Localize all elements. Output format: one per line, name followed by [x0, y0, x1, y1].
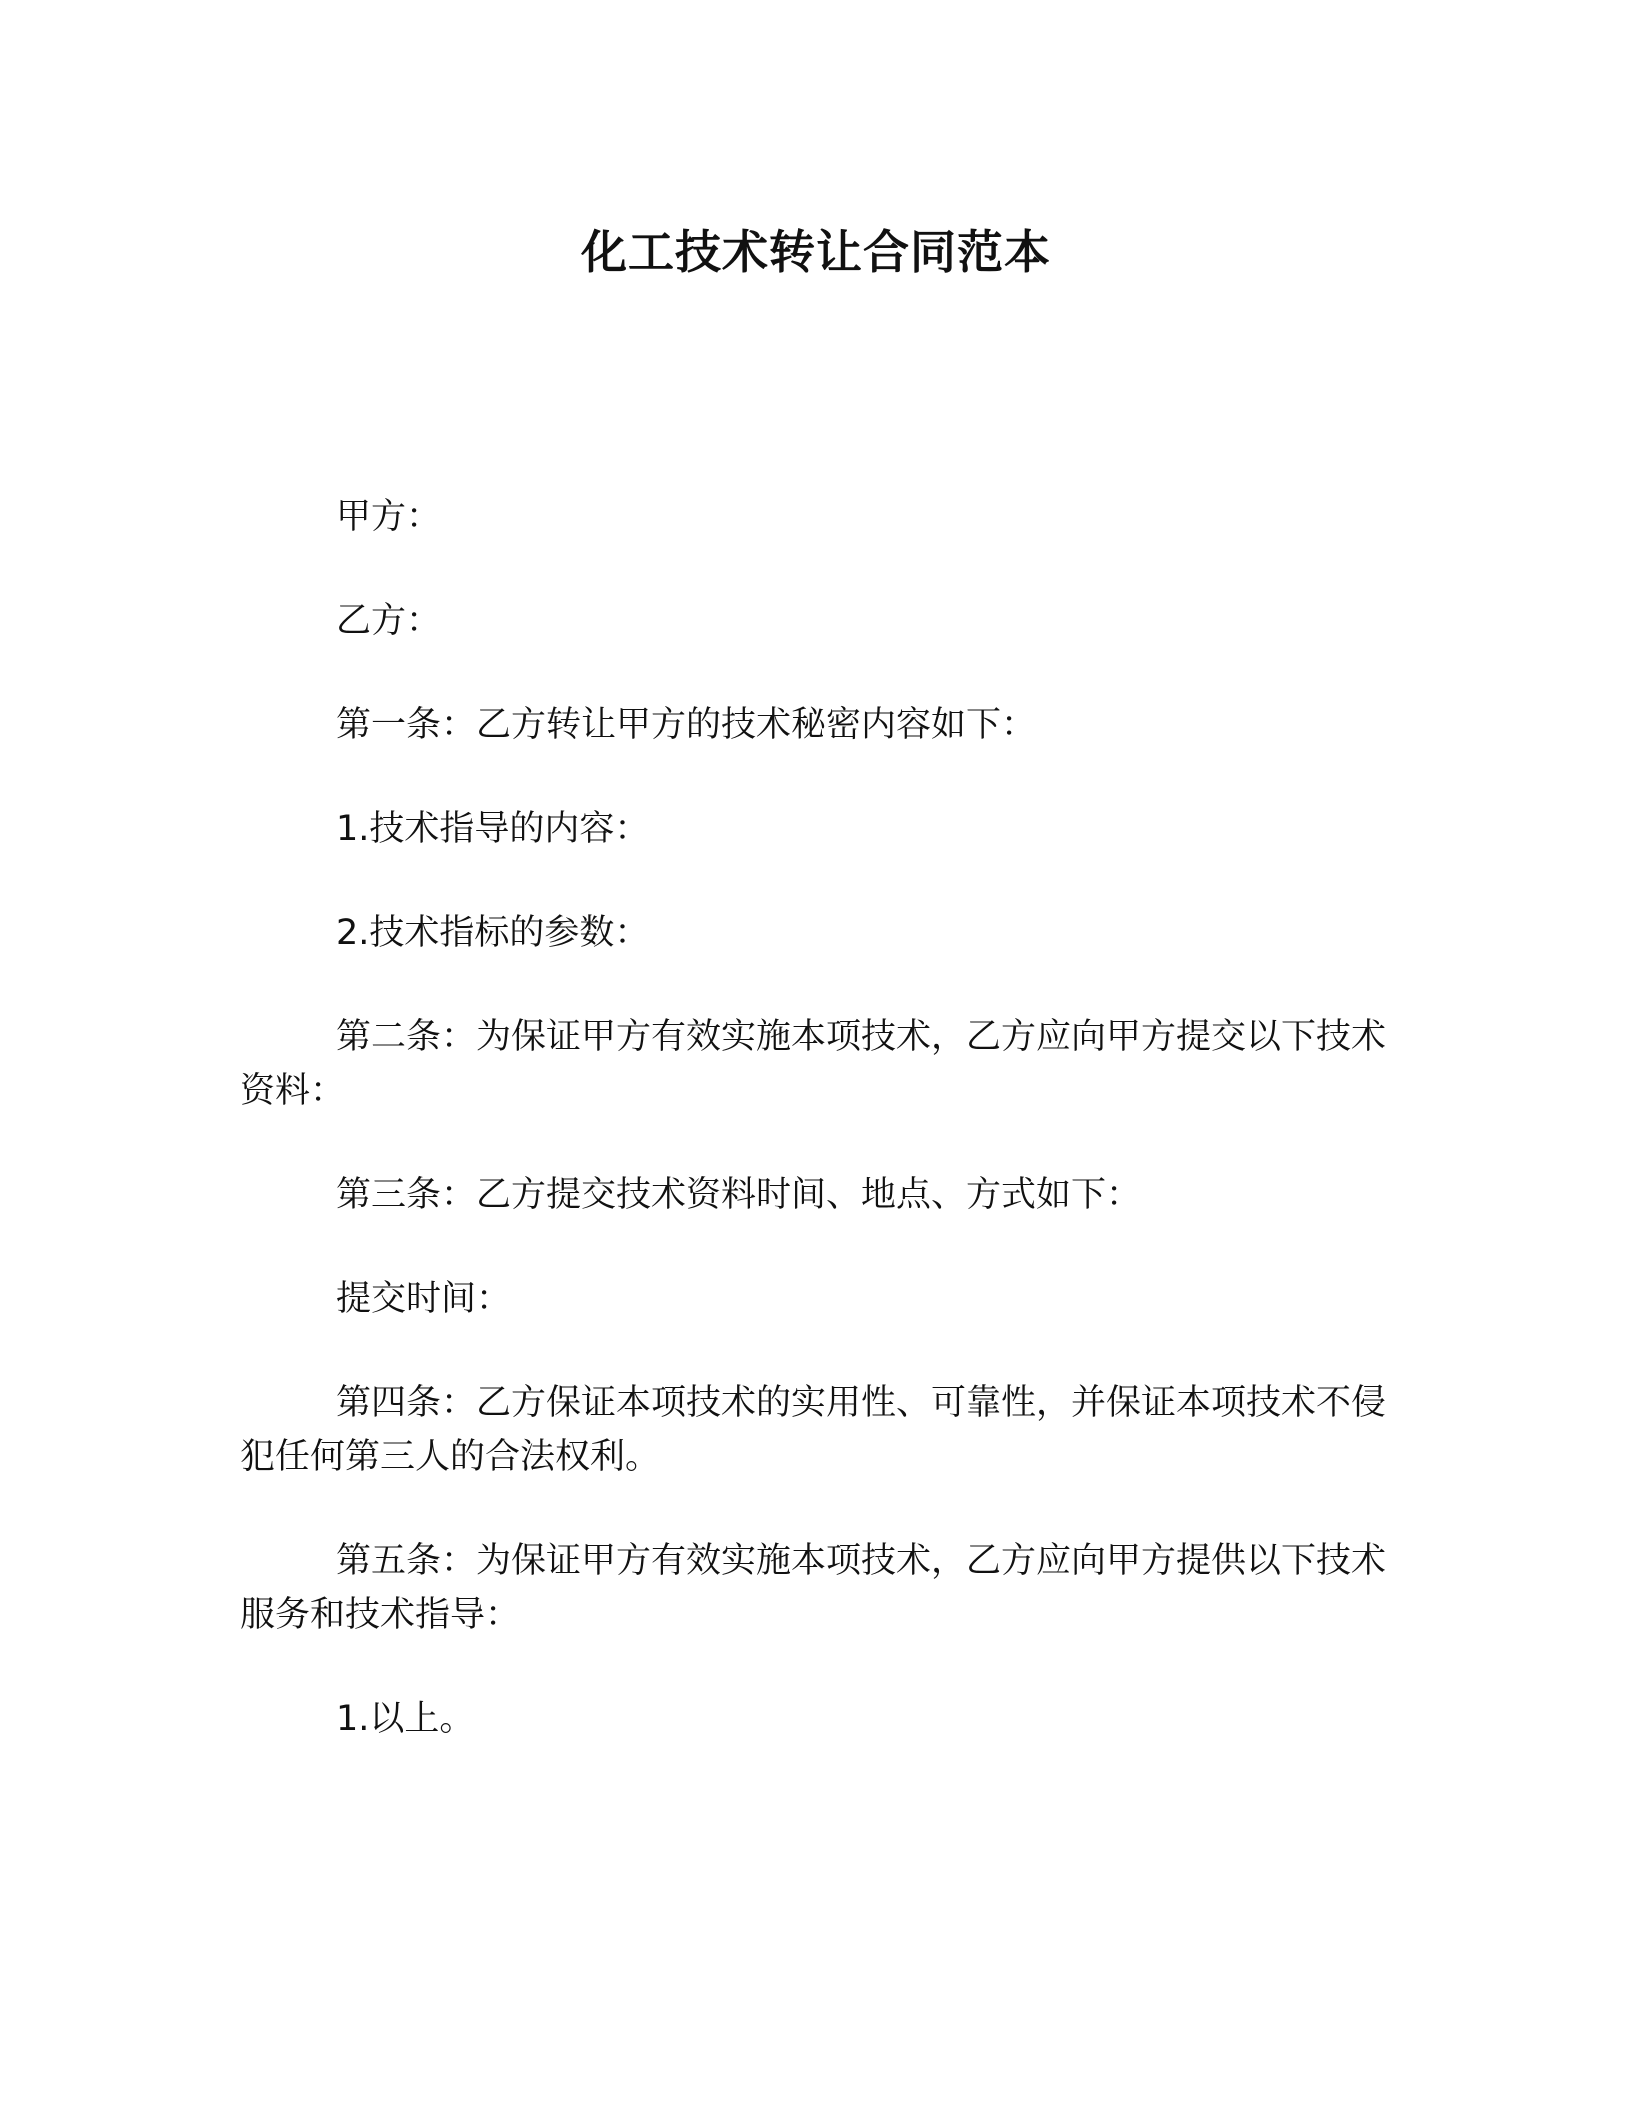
document-title: 化工技术转让合同范本	[581, 225, 1051, 279]
party-a-line: 甲方：	[336, 497, 442, 537]
article-5-item-1: 1.以上。	[336, 1699, 475, 1739]
article-2: 第二条：为保证甲方有效实施本项技术，乙方应向甲方提交以下技术资料：	[240, 1017, 1387, 1111]
article-1: 第一条：乙方转让甲方的技术秘密内容如下：	[336, 705, 1037, 745]
article-3: 第三条：乙方提交技术资料时间、地点、方式如下：	[336, 1175, 1142, 1215]
article-1-item-2: 2.技术指标的参数：	[336, 913, 650, 953]
submission-time-line: 提交时间：	[336, 1279, 512, 1319]
article-5: 第五条：为保证甲方有效实施本项技术，乙方应向甲方提供以下技术服务和技术指导：	[240, 1541, 1387, 1635]
article-1-item-1: 1.技术指导的内容：	[336, 809, 650, 849]
party-b-line: 乙方：	[336, 601, 442, 641]
article-4: 第四条：乙方保证本项技术的实用性、可靠性，并保证本项技术不侵犯任何第三人的合法权利。	[240, 1383, 1387, 1477]
document-body	[240, 490, 1400, 1746]
